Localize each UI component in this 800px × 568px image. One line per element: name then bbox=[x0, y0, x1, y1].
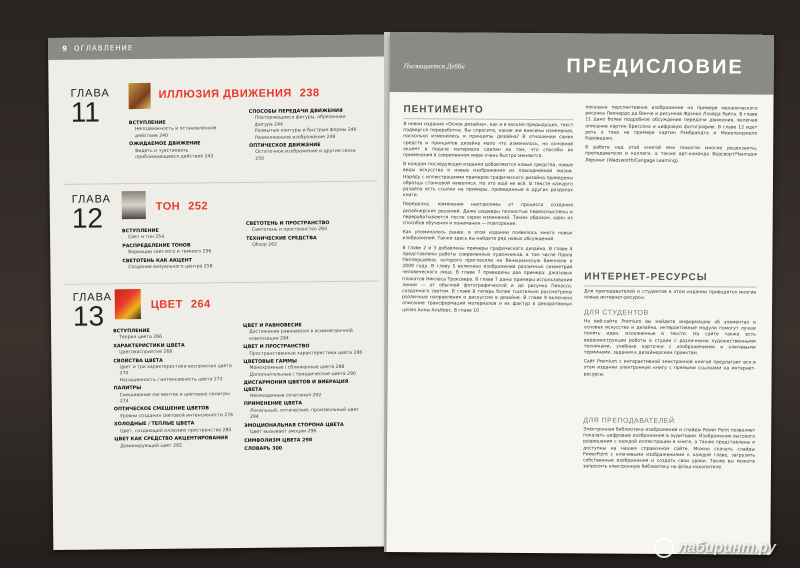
chapter-col-2: СПОСОБЫ ПЕРЕДАЧИ ДВИЖЕНИЯ Повторяющиеся фигуры, обрезанная фигура 244 Размытые контуры и быстрые формы 246 Размноженное изображение 248 ОПТИЧЕСКОЕ ДВИЖЕНИЕ Остаточное изображение и другие связи 250 bbox=[248, 108, 357, 162]
chapter-label: ГЛАВА 12 bbox=[71, 193, 111, 234]
chapter-label: ГЛАВА 11 bbox=[70, 87, 110, 128]
chapter-col-2: ЦВЕТ И РАВНОВЕСИЕ Достижение равновесия в асимметричной композиции 284 ЦВЕТ И ПРОСТРАНСТВО Пространственные характеристики цвета 286 ЦВЕТОВЫЕ ГАММЫ Монохромные / сближенные цвета 288 Дополнительные / триадические цвета 290 ДИСГАРМОНИЯ ЦВЕТОВ И ВИБРАЦИЯ ЦВЕТА Неожиданные сочетания 292 ПРИМЕНЕНИЕ ЦВЕТА Локальный, оптический, произвольный цвет 294 ЭМОЦИОНАЛЬНАЯ СТОРОНА ЦВЕТА Цвет вызывает эмоции 296 СИМВОЛИЗМ ЦВЕТА 298 СЛОВАРЬ 300 bbox=[243, 323, 363, 452]
left-page-contents bbox=[48, 34, 395, 550]
labirint-logo-icon bbox=[654, 538, 674, 558]
chapter-label: ГЛАВА 13 bbox=[72, 291, 112, 332]
chapter-thumbnail bbox=[122, 191, 146, 219]
section-pentimento: ПЕНТИМЕНТО bbox=[403, 104, 484, 116]
paragraph: Для преподавателей и студентов в этом издании приводятся многие новые интернет-ресурсы. bbox=[584, 289, 757, 301]
chapter-col-1: ВСТУПЛЕНИЕ Теория цвета 266 ХАРАКТЕРИСТИКИ ЦВЕТА Цветовосприятие 268 СВОЙСТВА ЦВЕТА Цвет и три характеристики восприятия цвета 270 Насыщенность / интенсивность цвета 272 ПАЛИТРЫ Смешивание пигментов и цветовые палитры 274 ОПТИЧЕСКОЕ СМЕШЕНИЕ ЦВЕТОВ Уровни создания световой интенсивности 276 ХОЛОДНЫЕ / ТЕПЛЫЕ ЦВЕТА Цвет, создающий иллюзию пространства 280 ЦВЕТ КАК СРЕДСТВО АКЦЕНТИРОВАНИЯ Доминирующий цвет 282 bbox=[113, 328, 234, 449]
chapter-col-1: ВСТУПЛЕНИЕ Свет и тон 254 РАСПРЕДЕЛЕНИЕ ТОНОВ Вариации светлого и темного 256 СВЕТОТЕНЬ КАК АКЦЕНТ Создание визуального центра 258 bbox=[122, 228, 213, 271]
right-page-preface bbox=[386, 32, 774, 555]
chapter-col-2: СВЕТОТЕНЬ И ПРОСТРАНСТВО Светотень и пространство 260 ТЕХНИЧЕСКИЕ СРЕДСТВА Обзор 262 bbox=[245, 221, 330, 249]
chapter-title: ЦВЕТ 264 bbox=[150, 298, 211, 311]
chapter-title: ТОН 252 bbox=[155, 200, 209, 213]
subsection-teachers: ДЛЯ ПРЕПОДАВАТЕЛЕЙ bbox=[583, 417, 675, 425]
paragraph: На веб-сайте Premium вы найдете информацию об элементах и основах искусства и дизайна, интерактивные модули помогут лучше понять идеи, изложенные в тексте. На сайте также есть видеоинструкции работы в студии с различными художественными техниками, учебные карточки с изображениями и ключевыми терминами, задания к дизайнерским проектам. Сайт Premium с интерактивной электронной книгой предлагает вся в этом издании электронную книгу с прямыми ссылками на интернет-ресурсы. bbox=[583, 319, 756, 378]
dedication: Посвящается Дебби bbox=[403, 62, 465, 71]
preface-header bbox=[390, 32, 774, 95]
left-page-header bbox=[48, 34, 390, 60]
chapter-title: ИЛЛЮЗИЯ ДВИЖЕНИЯ 238 bbox=[158, 87, 320, 101]
paragraph: В новом издании «Основ дизайна», как и в восьми предыдущих, текст подвергся переработке. Вы спросите, какие же внесены изменения, насколько изменились и принципы дизайна? В отношении самих средств и принципов дизайна мало что изменилось, но основной акцент в подаче материала сделан на том, что способы их применения в современном мире очень быстро меняются. В каждом последующем издании добавляются новые средства, новые виды искусства и новые изображения из повседневной жизни. Наряду с иллюстрациями примеров графического дизайна приведены образцы станковой живописи. Но это ещё не всё. В тексте каждого раздела есть ссылки на примеры, приведенные в других разделах книги. Переделка, изменения неотделимы от процесса создания дизайнерских решений. Даже шедевры полностью переосмыслены и перерабатываются после серии изменений. Таким образом, один из способов обучения и понимания — повторение. Как упоминалось ранее, в этом издании появилось много новых изображений. Также здесь вы найдете ряд новых обсуждений. В главе 2 и 3 добавлены примеры графического дизайна. В главе 4 представлены работы современных художников, в том числе Павла Пеппершейна, которого пригласили на Венецианскую биеннале в 2009 году. В главу 5 включено изображение различных симметрий человеческого лица. В главе 7 приведены два примера: джазовых плакатов Никласа Троксвера. В главе 7 даны примеры использования линии — от обычной фотографической и до рисунка Пикассо, созданного светом. В главе 8 теперь более тщательно рассмотрены различные направления и дискуссии в дизайне. В главе 9 включено описание трансформаций материалов и их фактур в декоративных целях Анны Альберс. В главе 10 bbox=[402, 122, 574, 314]
chapter-13 bbox=[51, 284, 396, 548]
watermark: лабиринт.ру bbox=[654, 538, 776, 558]
chapter-col-1: ВСТУПЛЕНИЕ Неподвижность и остановленное действие 240 ОЖИДАЕМОЕ ДВИЖЕНИЕ Видеть и чувствовать приближающееся действие 242 bbox=[128, 120, 217, 161]
subsection-students: ДЛЯ СТУДЕНТОВ bbox=[584, 309, 649, 317]
preface-title: ПРЕДИСЛОВИЕ bbox=[566, 55, 744, 79]
paragraph: показано перспективное изображение на примере механического рисунка Леонардо да Винчи и рисунков Фрэнка Ллойда Райта. В главе 11 дано более подробное обсуждение передачи движения, включая описание картин Бриссона и цифровую фотографию. В главе 12 идет речь о тоне на примере картин Рэмбрандта и Микеланджело Караваджо. В работе над этой книгой мне помогли многие рецензенты, преподаватели и коллеги, а также арт-команда Вадсворт/Ченгедж Лёрнинг (Wadsworth/Cengage Learning). bbox=[585, 105, 758, 164]
chapter-thumbnail bbox=[128, 83, 150, 109]
section-internet-resources: ИНТЕРНЕТ-РЕСУРСЫ bbox=[584, 271, 708, 284]
paragraph: Электронная библиотека изображений и слайды Power Point позволяет показать цифровые изображения в аудитории. Изображения высокого разрешения с каждой иллюстрации в книге, а также представлены и доступны на нашем справочном сайте. Можно скачать слайды PowerPoint с ключевыми изображениями к каждой главе, загрузить собственные изображения и создать свои уроки. Также вы можете запросить электронную библиотеку на флэш-накопителе. bbox=[582, 427, 756, 471]
page-number: 9 bbox=[62, 44, 69, 53]
header-label: ОГЛАВЛЕНИЕ bbox=[73, 44, 134, 53]
divider bbox=[403, 118, 573, 120]
chapter-thumbnail bbox=[115, 289, 141, 319]
divider bbox=[584, 285, 756, 287]
